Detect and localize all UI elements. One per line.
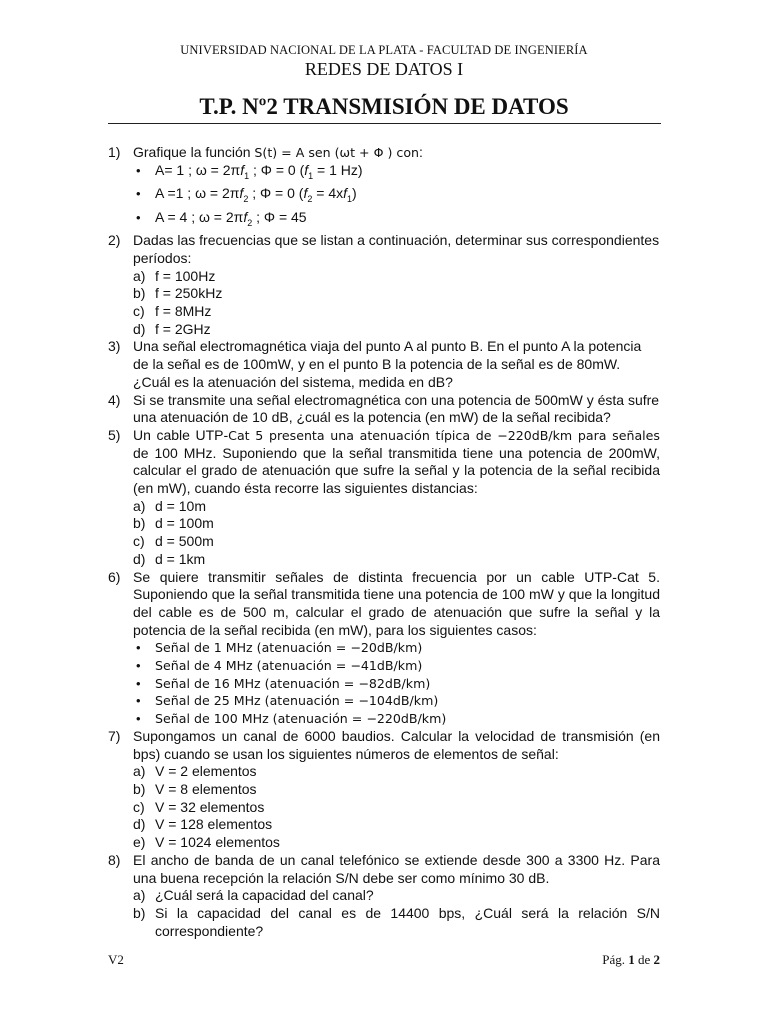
question-text: Una señal electromagnética viaja del punto A al punto B. En el punto A la potencia de la señal es de 100mW, y en el punto B la potencia de la señal es de 80mW. ¿Cuál es la atenuación del sistema, medida en dB? (133, 338, 642, 390)
question-7 (108, 728, 660, 852)
question-text: Se quiere transmitir señales de distinta frecuencia por un cable UTP-Cat 5. Suponiendo que la señal transmitida tiene una potencia de 100 mW y que la longitud del cable es de 500 m, calcular el grado de atenuación que sufre la señal y la potencia de la señal recibida (en mW), para los siguientes casos: (133, 568, 660, 638)
question-number: 1) (108, 144, 121, 160)
question-text: Dadas las frecuencias que se listan a continuación, determinar sus correspondientes períodos: (133, 232, 660, 266)
bullet-item: • Señal de 1 MHz (atenuación = −20dB/km) (133, 639, 660, 657)
exercise-list (108, 144, 660, 940)
bullet-item: • A= 1 ; $\omega = 2\pi f_1$ ; Φ = 0 ($f_1 = 1$ Hz) (133, 162, 660, 186)
list-item: d) d = 1km (133, 550, 206, 567)
list-item: d) f = 2GHz (133, 320, 211, 337)
question-number: 5) (108, 426, 121, 443)
question-number: 6) (108, 568, 121, 585)
function-expression: S(t) = A sen (ωt + Φ ) con (254, 145, 420, 160)
list-item: c) V = 32 elementos (133, 798, 265, 815)
list-item: e) V = 1024 elementos (133, 834, 280, 851)
question-number: 2) (108, 232, 121, 249)
version-label: V2 (108, 952, 124, 967)
list-item: a) V = 2 elementos (133, 763, 257, 780)
course-name: REDES DE DATOS I (304, 59, 464, 79)
list-item: c) f = 8MHz (133, 303, 212, 320)
bullet-item: • Señal de 16 MHz (atenuación = −82dB/km) (133, 675, 660, 693)
bullet-icon: • (136, 711, 141, 727)
list-item: a) d = 10m (133, 497, 206, 514)
list-item: b) d = 100m (133, 515, 214, 532)
question-text: Supongamos un canal de 6000 baudios. Calcular la velocidad de transmisión (en bps) cuando se usan los siguientes números de elementos de señal: (133, 727, 660, 762)
list-item: b) f = 250kHz (133, 285, 223, 302)
bullet-item: • Señal de 4 MHz (atenuación = −41dB/km) (133, 657, 660, 675)
bullet-icon: • (136, 675, 141, 691)
question-text: Si se transmite una señal electromagnética con una potencia de 500mW y ésta sufre una atenuación de 10 dB, ¿cuál es la potencia (en mW) de la señal recibida? (133, 391, 660, 426)
bullet-icon: • (136, 162, 141, 178)
page-footer (108, 952, 660, 968)
question-text: Un cable UTP-Cat 5 presenta una atenuación típica de −220dB/km para señales de 100 MHz. Suponiendo que la señal transmitida tiene una potencia de 200mW, calcular el grado de atenuación que sufre la señal y la potencia de la señal recibida (en mW), cuando ésta recorre las siguientes distancias: (133, 426, 660, 497)
question-number: 8) (108, 851, 121, 868)
list-item: c) d = 500m (133, 533, 214, 550)
bullet-icon: • (136, 693, 141, 709)
question-text: Grafique la función S(t) = A sen (ωt + Φ ) con: (133, 144, 423, 160)
question-number: 4) (108, 391, 121, 408)
bullet-item: • A =1 ; $\omega = 2\pi f_2$ ; Φ = 0 $(f_2 = 4xf_1)$ (133, 185, 660, 209)
list-item: b) V = 8 elementos (133, 781, 257, 797)
question-4 (108, 392, 660, 427)
bullet-icon: • (136, 640, 141, 656)
page-header (0, 42, 768, 80)
question-number: 7) (108, 727, 121, 744)
bullet-icon: • (136, 658, 141, 674)
list-item: b) Si la capacidad del canal es de 14400 bps, ¿Cuál será la relación S/N correspondiente? (133, 904, 660, 939)
list-item: d) V = 128 elementos (133, 816, 273, 833)
university-name: UNIVERSIDAD NACIONAL DE LA PLATA - FACULTAD DE INGENIERÍA (180, 43, 588, 57)
bullet-item: • Señal de 25 MHz (atenuación = −104dB/km) (133, 692, 660, 710)
question-3 (108, 338, 660, 391)
question-6 (108, 569, 660, 728)
question-8 (108, 852, 660, 941)
question-2 (108, 232, 660, 338)
document-title: T.P. Nº2 TRANSMISIÓN DE DATOS (199, 94, 569, 119)
page-number: Pág. 1 de 2 (602, 952, 660, 967)
bullet-icon: • (136, 209, 141, 225)
list-item: a) f = 100Hz (133, 267, 216, 284)
question-5 (108, 427, 660, 569)
bullet-icon: • (136, 186, 141, 202)
bullet-item: • A = 4 ; $\omega = 2\pi f_2$ ; Φ = 45 (133, 209, 660, 233)
question-text: El ancho de banda de un canal telefónico se extiende desde 300 a 3300 Hz. Para una buena recepción la relación S/N debe ser como mínimo 30 dB. (133, 851, 660, 886)
title-divider (108, 123, 661, 124)
list-item: a) ¿Cuál será la capacidad del canal? (133, 887, 374, 904)
bullet-item: • Señal de 100 MHz (atenuación = −220dB/km) (133, 710, 660, 728)
question-1 (108, 144, 660, 232)
question-number: 3) (108, 338, 121, 355)
